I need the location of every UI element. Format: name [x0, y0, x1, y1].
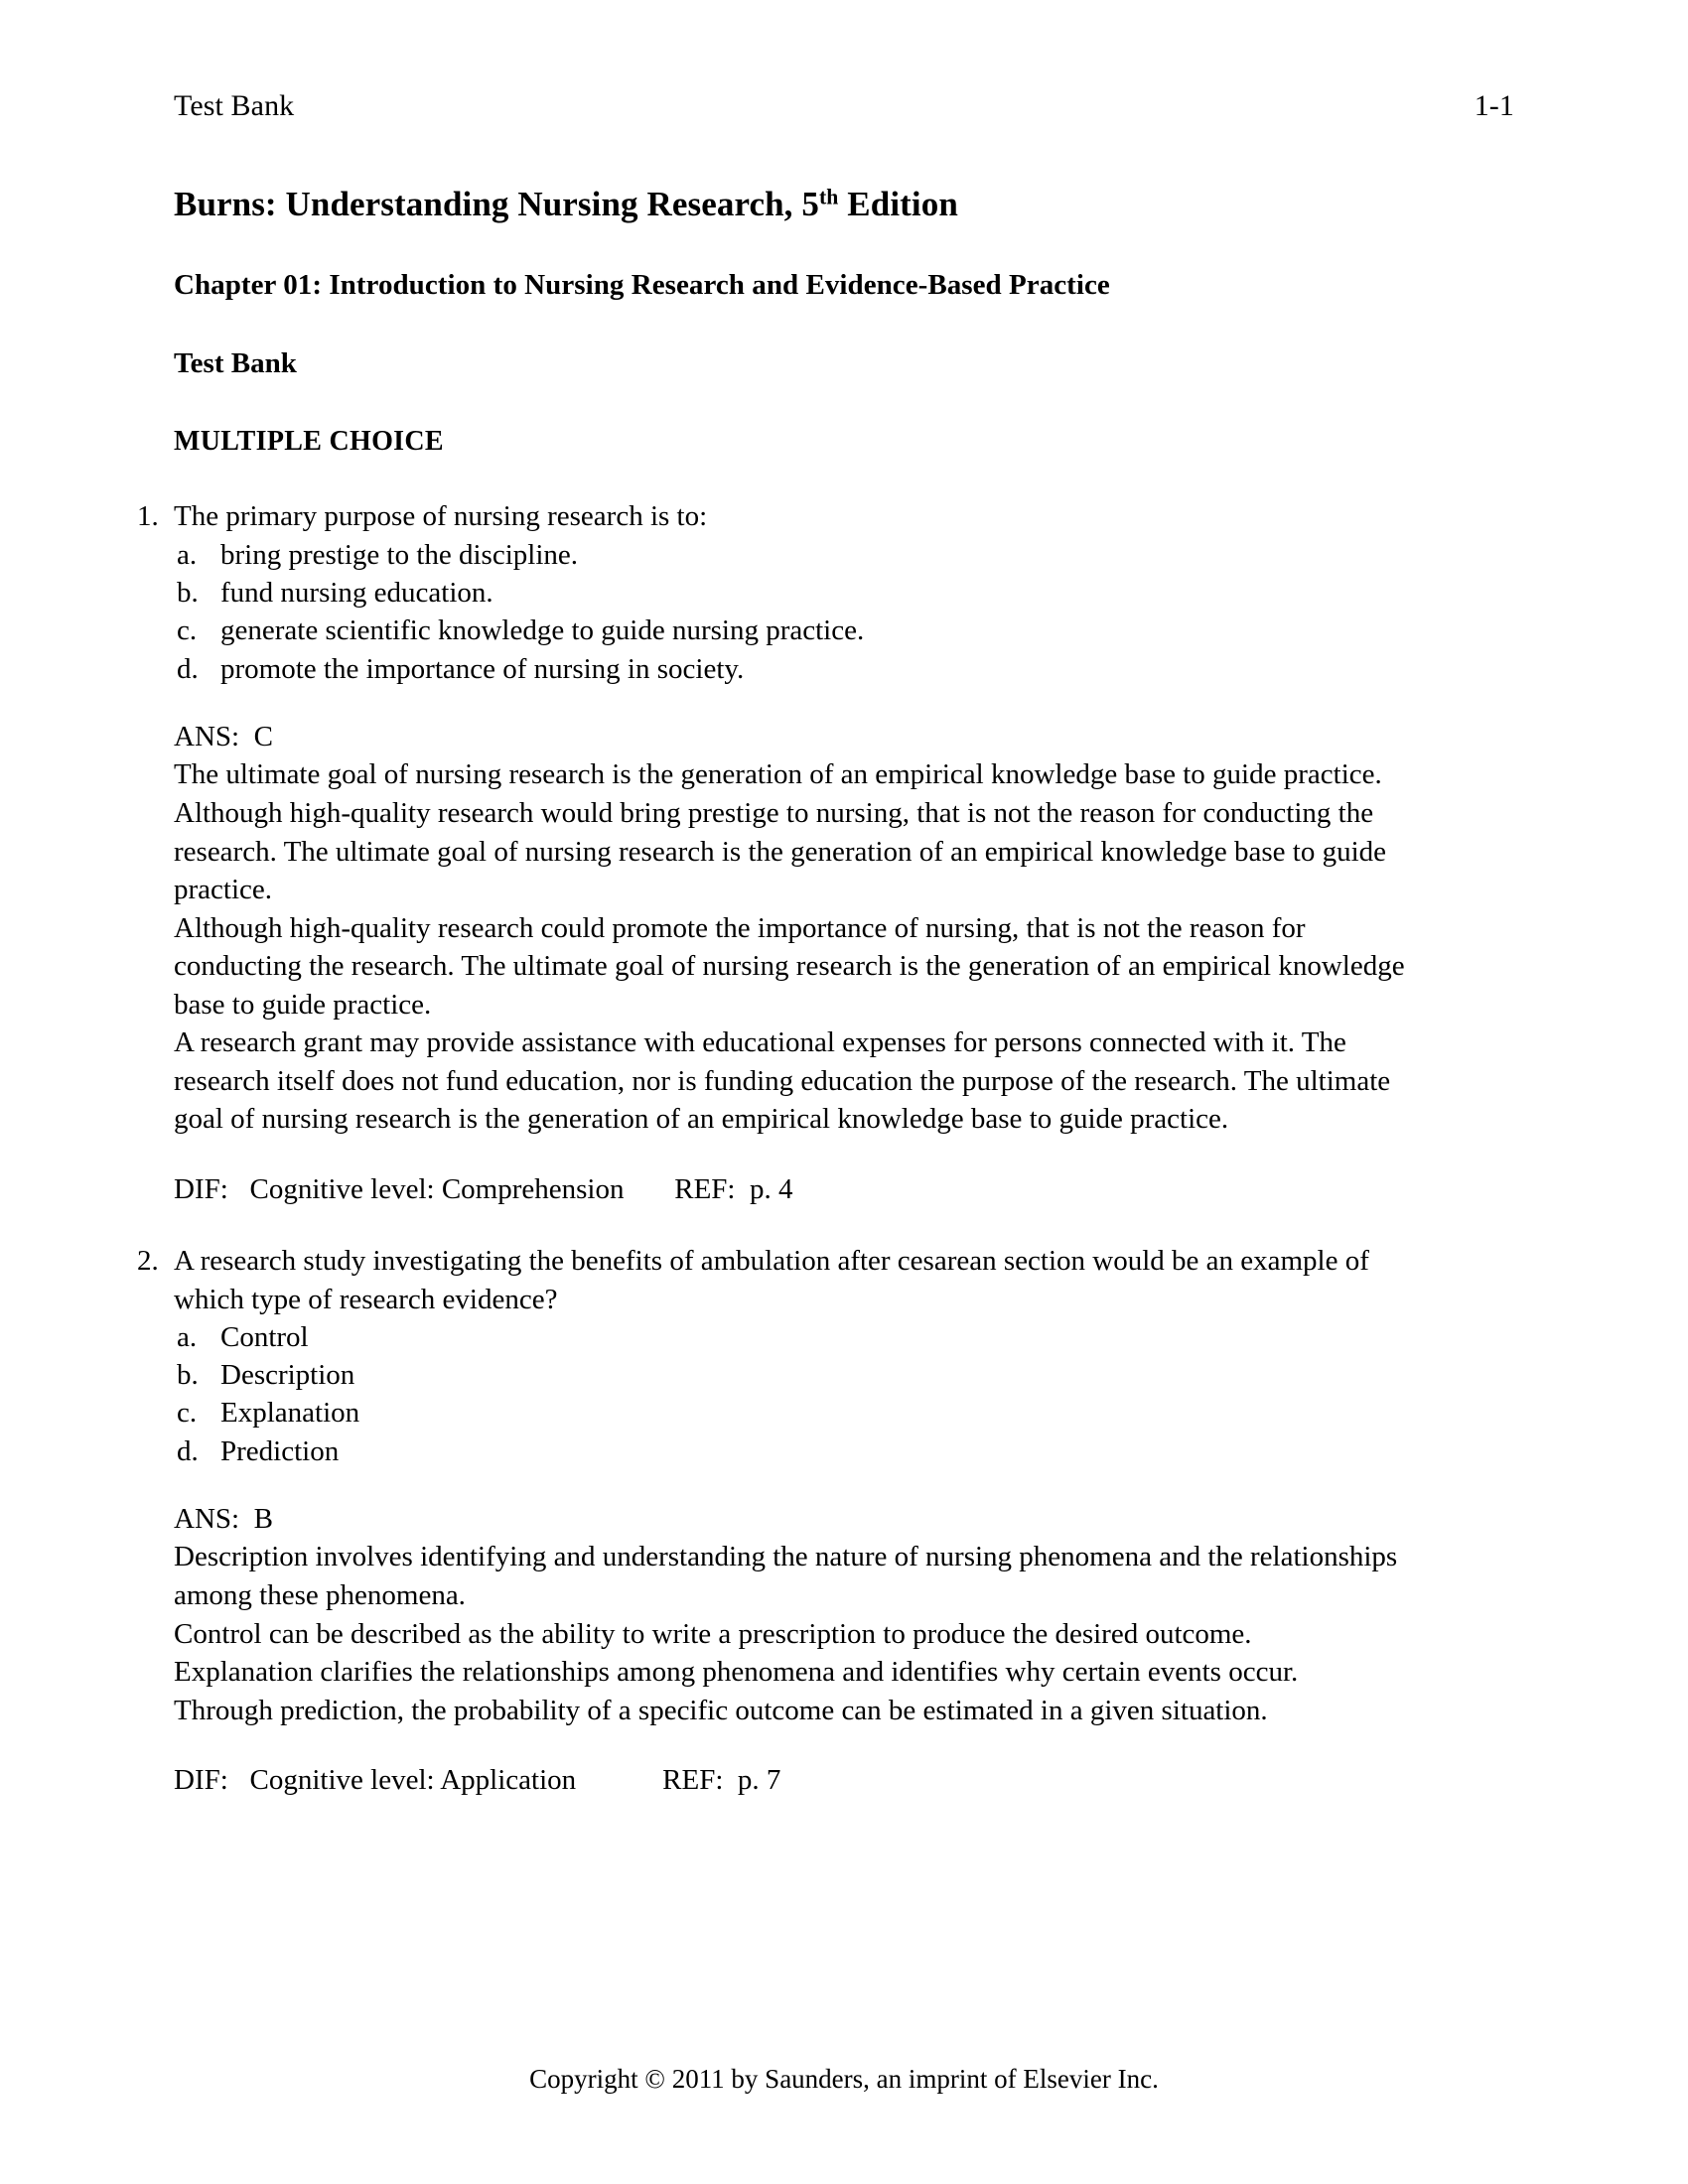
question-meta: DIF: Cognitive level: Application REF: p. 7: [174, 1764, 781, 1797]
answer-key: ANS: B: [174, 1502, 273, 1535]
page-title-part2: Edition: [838, 185, 958, 223]
rationale-paragraph: Although high-quality research could promote the importance of nursing, that is not the reason for conducting the research. The ultimate goal of nursing research is the generation of an empirical knowledge base to guide practice.: [174, 911, 1405, 1021]
chapter-title: Chapter 01: Introduction to Nursing Research and Evidence-Based Practice: [174, 269, 1110, 302]
option-letter: c.: [177, 614, 198, 647]
answer-block: [174, 1500, 1415, 1729]
option-row[interactable]: [174, 1356, 1415, 1394]
option-text: Control: [220, 1320, 309, 1353]
option-letter: d.: [177, 1434, 199, 1467]
option-letter: c.: [177, 1397, 198, 1430]
option-text: bring prestige to the discipline.: [220, 538, 579, 571]
page-title-part1: Burns: Understanding Nursing Research, 5: [174, 185, 819, 223]
page-number: 1-1: [1474, 89, 1514, 122]
option-row[interactable]: [174, 650, 1415, 688]
option-text: generate scientific knowledge to guide nursing practice.: [220, 614, 865, 647]
option-text: Explanation: [220, 1397, 360, 1430]
rationale-paragraph: Control can be described as the ability to write a prescription to produce the desired outcome.: [174, 1617, 1252, 1650]
option-letter: b.: [177, 577, 199, 610]
option-letter: b.: [177, 1359, 199, 1392]
question-meta: DIF: Cognitive level: Comprehension REF: p. 4: [174, 1173, 793, 1205]
question-number: 1.: [137, 500, 159, 533]
answer-key: ANS: C: [174, 720, 273, 752]
question-stem: The primary purpose of nursing research is to:: [174, 500, 708, 533]
section-label: Test Bank: [174, 347, 297, 380]
rationale-paragraph: Through prediction, the probability of a specific outcome can be estimated in a given situation.: [174, 1694, 1268, 1726]
option-text: Prediction: [220, 1434, 340, 1467]
question-stem-row: [137, 497, 1415, 535]
option-row[interactable]: [174, 536, 1415, 574]
option-row[interactable]: [174, 1394, 1415, 1432]
page-title: [174, 184, 1415, 224]
running-head: [174, 91, 1514, 121]
option-letter: a.: [177, 1320, 198, 1353]
rationale-paragraph: A research grant may provide assistance with educational expenses for persons connected with it. The research itself does not fund education, nor is funding education the purpose of the research. The ultimate goal of nursing research is the generation of an empirical knowledge base to guide practice.: [174, 1026, 1391, 1136]
questions-list: [137, 497, 1415, 1799]
option-row[interactable]: [174, 1433, 1415, 1470]
page-title-superscript: th: [818, 185, 839, 209]
option-text: Description: [220, 1359, 355, 1392]
section-type-heading: MULTIPLE CHOICE: [174, 425, 444, 457]
option-letter: d.: [177, 652, 199, 685]
options-list: [174, 536, 1415, 688]
rationale-paragraph: The ultimate goal of nursing research is the generation of an empirical knowledge base to guide practice.: [174, 758, 1382, 791]
option-row[interactable]: [174, 1318, 1415, 1356]
question-number: 2.: [137, 1245, 159, 1278]
copyright-footer: Copyright © 2011 by Saunders, an imprint of Elsevier Inc.: [529, 2063, 1159, 2094]
question-stem: A research study investigating the benefits of ambulation after cesarean section would be an example of which type of research evidence?: [174, 1245, 1369, 1315]
answer-block: [174, 718, 1415, 1139]
question-block: [137, 1242, 1415, 1799]
option-row[interactable]: [174, 612, 1415, 649]
rationale-paragraph: Explanation clarifies the relationships among phenomena and identifies why certain events occur.: [174, 1656, 1299, 1689]
document-body: [137, 184, 1415, 1800]
option-letter: a.: [177, 538, 198, 571]
question-block: [137, 497, 1415, 1208]
rationale-paragraph: Description involves identifying and understanding the nature of nursing phenomena and the relationships among these phenomena.: [174, 1541, 1398, 1611]
option-text: promote the importance of nursing in society.: [220, 652, 745, 685]
option-text: fund nursing education.: [220, 577, 493, 610]
question-stem-row: [137, 1242, 1415, 1318]
option-row[interactable]: [174, 574, 1415, 612]
options-list: [174, 1318, 1415, 1470]
running-head-left: Test Bank: [174, 89, 295, 122]
rationale-paragraph: Although high-quality research would bring prestige to nursing, that is not the reason for conducting the research. The ultimate goal of nursing research is the generation of an empirical knowledge base to guide practice.: [174, 796, 1387, 906]
